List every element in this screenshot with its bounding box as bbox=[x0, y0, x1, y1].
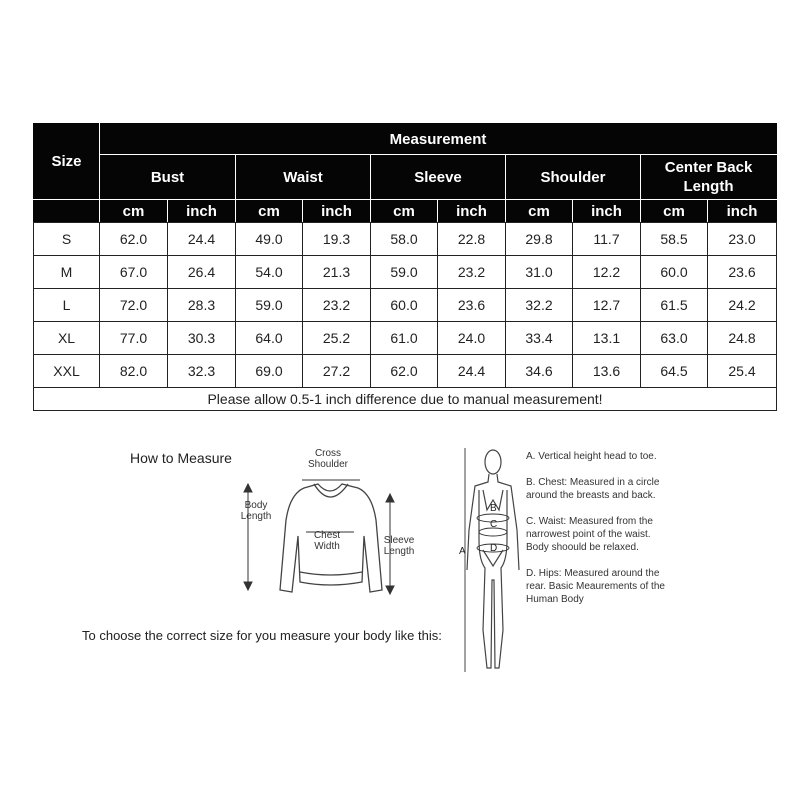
measurement-cell: 34.6 bbox=[506, 355, 573, 388]
measurement-cell: 62.0 bbox=[371, 355, 438, 388]
size-cell: S bbox=[34, 223, 100, 256]
measurement-cell: 49.0 bbox=[236, 223, 303, 256]
unit-header: inch bbox=[303, 200, 371, 223]
measurement-cell: 60.0 bbox=[641, 256, 708, 289]
measurement-cell: 11.7 bbox=[573, 223, 641, 256]
measurement-cell: 59.0 bbox=[236, 289, 303, 322]
how-to-measure-title: How to Measure bbox=[130, 450, 232, 466]
note-chest: B. Chest: Measured in a circle around the breasts and back. bbox=[526, 477, 660, 501]
chest-width-label: Chest Width bbox=[313, 530, 341, 552]
size-row bbox=[34, 223, 777, 256]
unit-header: cm bbox=[371, 200, 438, 223]
letter-a: A bbox=[459, 546, 466, 557]
group-header-waist: Waist bbox=[236, 155, 371, 200]
measurement-cell: 28.3 bbox=[168, 289, 236, 322]
measurement-cell: 64.0 bbox=[236, 322, 303, 355]
measurement-cell: 12.2 bbox=[573, 256, 641, 289]
measurement-cell: 24.2 bbox=[708, 289, 777, 322]
measurement-cell: 27.2 bbox=[303, 355, 371, 388]
measurement-cell: 23.2 bbox=[303, 289, 371, 322]
measurement-cell: 25.4 bbox=[708, 355, 777, 388]
size-header: Size bbox=[34, 124, 100, 200]
measurement-cell: 23.2 bbox=[438, 256, 506, 289]
measurement-cell: 60.0 bbox=[371, 289, 438, 322]
measurement-cell: 32.2 bbox=[506, 289, 573, 322]
letter-d: D bbox=[490, 543, 498, 554]
size-row bbox=[34, 355, 777, 388]
size-cell: L bbox=[34, 289, 100, 322]
size-chart-table bbox=[33, 123, 777, 411]
size-row bbox=[34, 256, 777, 289]
measurement-cell: 30.3 bbox=[168, 322, 236, 355]
measurement-header: Measurement bbox=[100, 124, 777, 155]
measurement-cell: 54.0 bbox=[236, 256, 303, 289]
measurement-cell: 58.0 bbox=[371, 223, 438, 256]
measurement-cell: 62.0 bbox=[100, 223, 168, 256]
measurement-cell: 31.0 bbox=[506, 256, 573, 289]
note-waist: C. Waist: Measured from the narrowest point of the waist. Body shoould be relaxed. bbox=[526, 516, 653, 553]
measurement-cell: 26.4 bbox=[168, 256, 236, 289]
measurement-cell: 77.0 bbox=[100, 322, 168, 355]
measurement-cell: 13.1 bbox=[573, 322, 641, 355]
unit-header: inch bbox=[708, 200, 777, 223]
unit-header: cm bbox=[100, 200, 168, 223]
size-cell: XL bbox=[34, 322, 100, 355]
measurement-cell: 13.6 bbox=[573, 355, 641, 388]
body-figure-diagram bbox=[455, 440, 525, 680]
note-hips: D. Hips: Measured around the rear. Basic Meaurements of the Human Body bbox=[526, 568, 665, 605]
measurement-cell: 72.0 bbox=[100, 289, 168, 322]
measurement-cell: 23.6 bbox=[438, 289, 506, 322]
note-height: A. Vertical height head to toe. bbox=[526, 451, 657, 462]
measurement-cell: 24.4 bbox=[438, 355, 506, 388]
measurement-cell: 19.3 bbox=[303, 223, 371, 256]
measurement-cell: 58.5 bbox=[641, 223, 708, 256]
cross-shoulder-label: Cross Shoulder bbox=[307, 448, 349, 470]
sweater-hem bbox=[300, 572, 362, 575]
measurement-cell: 23.0 bbox=[708, 223, 777, 256]
measurement-notes bbox=[526, 450, 666, 619]
measurement-cell: 22.8 bbox=[438, 223, 506, 256]
measurement-cell: 67.0 bbox=[100, 256, 168, 289]
units-blank bbox=[34, 200, 100, 223]
letter-c: C bbox=[490, 519, 498, 530]
measurement-cell: 25.2 bbox=[303, 322, 371, 355]
group-header-bust: Bust bbox=[100, 155, 236, 200]
measurement-cell: 24.8 bbox=[708, 322, 777, 355]
size-row bbox=[34, 322, 777, 355]
choose-size-instructions: To choose the correct size for you measure your body like this: bbox=[82, 628, 442, 643]
measurement-cell: 29.8 bbox=[506, 223, 573, 256]
measurement-cell: 33.4 bbox=[506, 322, 573, 355]
measurement-cell: 61.5 bbox=[641, 289, 708, 322]
size-row bbox=[34, 289, 777, 322]
body-length-label: Body Length bbox=[240, 500, 272, 522]
measurement-cell: 24.4 bbox=[168, 223, 236, 256]
group-header-shoulder: Shoulder bbox=[506, 155, 641, 200]
measurement-cell: 23.6 bbox=[708, 256, 777, 289]
unit-header: cm bbox=[236, 200, 303, 223]
size-cell: M bbox=[34, 256, 100, 289]
unit-header: inch bbox=[573, 200, 641, 223]
manual-measurement-note: Please allow 0.5-1 inch difference due to manual measurement! bbox=[34, 388, 777, 411]
unit-header: cm bbox=[641, 200, 708, 223]
measurement-cell: 61.0 bbox=[371, 322, 438, 355]
unit-header: inch bbox=[168, 200, 236, 223]
group-header-sleeve: Sleeve bbox=[371, 155, 506, 200]
unit-header: cm bbox=[506, 200, 573, 223]
letter-b: B bbox=[490, 503, 497, 514]
measurement-cell: 82.0 bbox=[100, 355, 168, 388]
measurement-cell: 12.7 bbox=[573, 289, 641, 322]
measurement-cell: 64.5 bbox=[641, 355, 708, 388]
unit-header: inch bbox=[438, 200, 506, 223]
size-cell: XXL bbox=[34, 355, 100, 388]
group-header-center-back-length: Center Back Length bbox=[641, 155, 777, 200]
sleeve-length-label: Sleeve Length bbox=[383, 535, 415, 557]
measurement-cell: 69.0 bbox=[236, 355, 303, 388]
measurement-cell: 59.0 bbox=[371, 256, 438, 289]
measurement-cell: 24.0 bbox=[438, 322, 506, 355]
measurement-cell: 32.3 bbox=[168, 355, 236, 388]
measurement-cell: 63.0 bbox=[641, 322, 708, 355]
measurement-cell: 21.3 bbox=[303, 256, 371, 289]
